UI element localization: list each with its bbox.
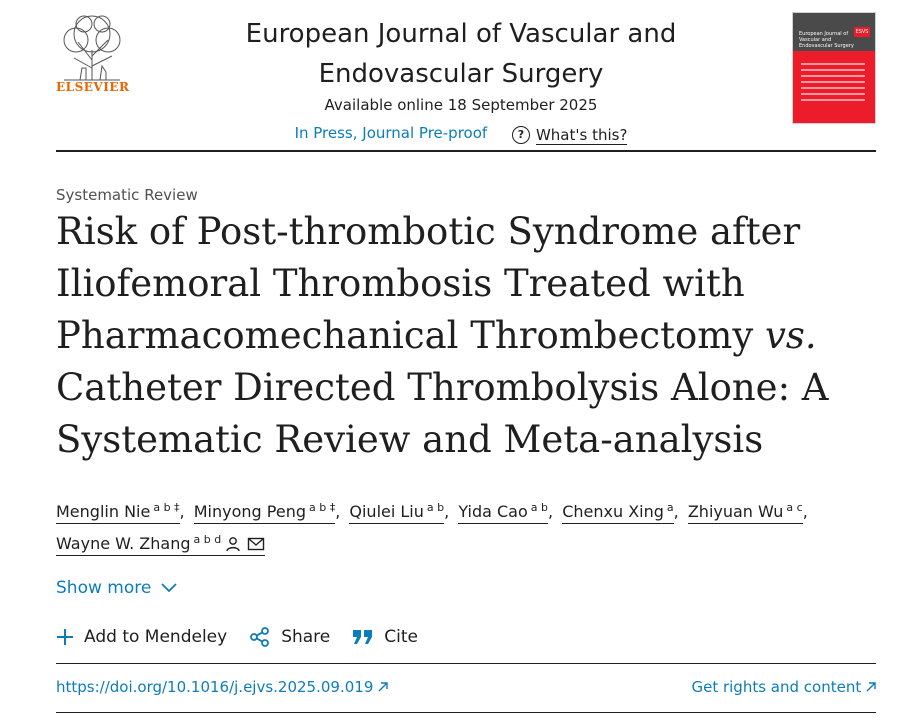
external-arrow-icon bbox=[378, 682, 388, 692]
article-type: Systematic Review bbox=[56, 186, 198, 204]
cover-title: European Journal of Vascular and Endovascular Surgery bbox=[799, 31, 854, 49]
author-link[interactable]: Menglin Nie $^{a b \ddagger}$ bbox=[56, 502, 180, 524]
cover-top-band bbox=[793, 13, 875, 51]
title-part-1: Risk of Post-thrombotic Syndrome after Iliofemoral Thrombosis Treated with Pharmacomechanical Thrombectomy bbox=[56, 210, 801, 357]
doi-row bbox=[56, 678, 876, 696]
author-list: Menglin Nie $^{a b \ddagger}$, Minyong Peng $^{a b \ddagger}$, Qiulei Liu $^{a b}$, Yida Cao $^{a b}$, Chenxu Xing $^a$, Zhiyuan Wu $^{a c}$, Wayne W. Zhang $^{a b d}$ bbox=[56, 494, 871, 558]
share-icon bbox=[249, 626, 271, 648]
cite-button[interactable] bbox=[352, 626, 418, 648]
divider-top bbox=[56, 663, 876, 664]
title-italic: vs. bbox=[765, 314, 817, 357]
divider-bottom bbox=[56, 712, 876, 713]
chevron-down-icon bbox=[161, 583, 177, 593]
get-rights-link[interactable]: Get rights and content bbox=[691, 678, 876, 696]
article-title bbox=[56, 206, 836, 466]
show-more-label: Show more bbox=[56, 578, 152, 598]
envelope-icon bbox=[247, 536, 265, 552]
journal-header bbox=[56, 0, 876, 152]
whats-this-button[interactable] bbox=[512, 126, 627, 145]
doi-link[interactable]: https://doi.org/10.1016/j.ejvs.2025.09.019 bbox=[56, 678, 388, 696]
journal-cover-image[interactable] bbox=[792, 12, 876, 124]
cover-text-lines bbox=[801, 63, 865, 105]
article-actions bbox=[56, 626, 418, 648]
quote-icon bbox=[352, 628, 374, 646]
elsevier-wordmark: ELSEVIER bbox=[56, 80, 130, 94]
show-more-button[interactable] bbox=[56, 578, 177, 598]
author-link[interactable]: Minyong Peng $^{a b \ddagger}$ bbox=[194, 502, 335, 524]
author-link[interactable]: Chenxu Xing $^a$ bbox=[562, 502, 673, 524]
pre-proof-link[interactable]: In Press, Journal Pre-proof bbox=[294, 124, 488, 142]
whats-this-label: What's this? bbox=[535, 125, 628, 144]
external-arrow-icon bbox=[866, 682, 876, 692]
title-part-2: Catheter Directed Thrombolysis Alone: A Systematic Review and Meta-analysis bbox=[56, 366, 829, 461]
share-label: Share bbox=[281, 627, 331, 647]
status-row bbox=[156, 124, 766, 145]
person-icon bbox=[225, 536, 241, 552]
add-to-mendeley-label: Add to Mendeley bbox=[84, 627, 228, 647]
share-button[interactable] bbox=[249, 626, 330, 648]
author-link[interactable]: Qiulei Liu $^{a b}$ bbox=[349, 502, 444, 524]
cover-badge: ESVS bbox=[855, 29, 869, 35]
article-page bbox=[56, 0, 876, 696]
available-online-date: Available online 18 September 2025 bbox=[324, 96, 598, 114]
journal-title-link[interactable]: European Journal of Vascular and Endovascular Surgery bbox=[245, 19, 677, 89]
author-link[interactable]: Wayne W. Zhang $^{a b d}$ bbox=[56, 534, 265, 556]
plus-icon bbox=[56, 628, 74, 646]
author-link[interactable]: Zhiyuan Wu $^{a c}$ bbox=[688, 502, 803, 524]
add-to-mendeley-button[interactable] bbox=[56, 626, 227, 648]
author-link[interactable]: Yida Cao $^{a b}$ bbox=[458, 502, 548, 524]
cite-label: Cite bbox=[384, 627, 418, 647]
help-circle-icon: ? bbox=[512, 126, 530, 144]
